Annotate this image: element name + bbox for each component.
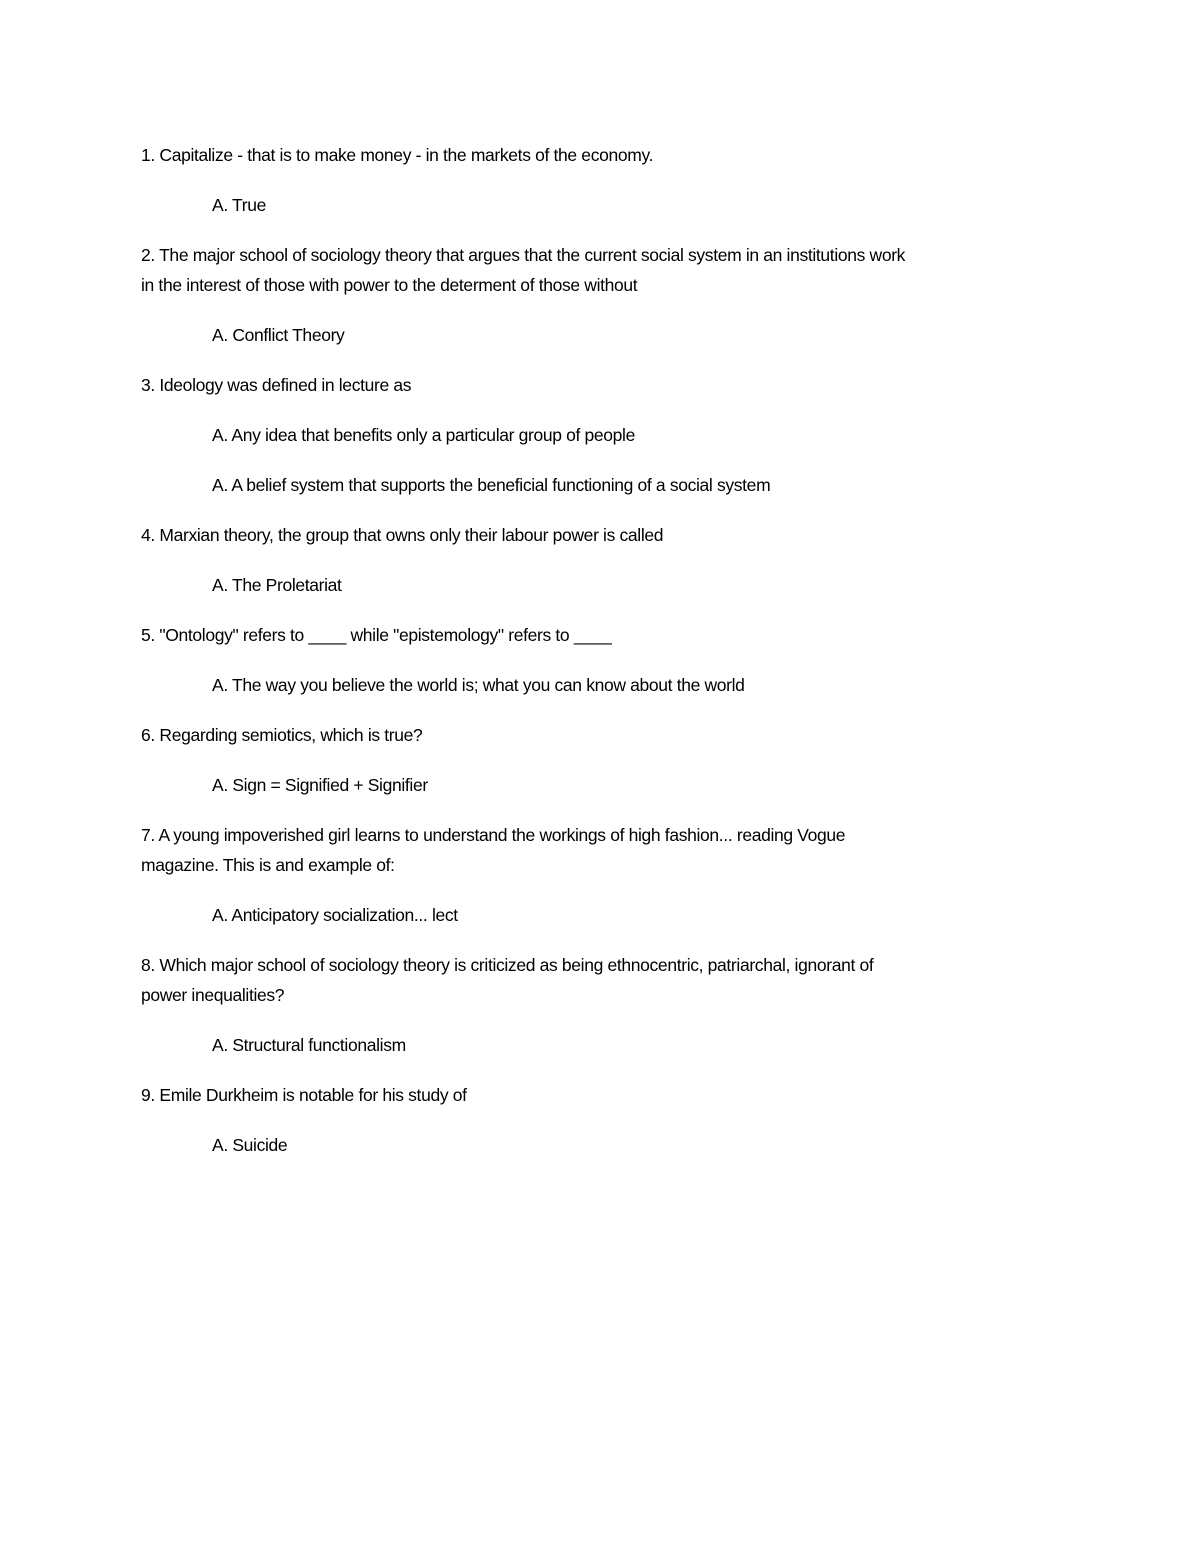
- question-4: [141, 520, 1081, 550]
- answer: A. Suicide: [212, 1135, 288, 1155]
- question-text-line: 3. Ideology was defined in lecture as: [141, 375, 412, 395]
- answer: A. Conflict Theory: [212, 325, 345, 345]
- question-text-line: 1. Capitalize - that is to make money - in the markets of the economy.: [141, 145, 654, 165]
- question-text-line: in the interest of those with power to the determent of those without: [141, 275, 638, 295]
- question-5: [141, 620, 1081, 650]
- question-text-line: 6. Regarding semiotics, which is true?: [141, 725, 423, 745]
- question-9: [141, 1080, 1081, 1110]
- answer: A. Any idea that benefits only a particular group of people: [212, 425, 635, 445]
- question-8: [141, 950, 1081, 1010]
- question-text-line: 5. "Ontology" refers to ____ while "epistemology" refers to ____: [141, 625, 612, 645]
- question-1: [141, 140, 1081, 170]
- question-text-line: power inequalities?: [141, 985, 285, 1005]
- question-2: [141, 240, 1081, 300]
- answer: A. Anticipatory socialization... lect: [212, 905, 458, 925]
- answer: A. Sign = Signified + Signifier: [212, 775, 428, 795]
- question-6: [141, 720, 1081, 750]
- question-text-line: 4. Marxian theory, the group that owns only their labour power is called: [141, 525, 664, 545]
- answer: A. The way you believe the world is; what you can know about the world: [212, 675, 745, 695]
- answer: A. Structural functionalism: [212, 1035, 406, 1055]
- question-7: [141, 820, 1081, 880]
- answer: A. A belief system that supports the beneficial functioning of a social system: [212, 475, 771, 495]
- question-text-line: 9. Emile Durkheim is notable for his study of: [141, 1085, 467, 1105]
- document-page: [141, 140, 1081, 1180]
- question-text-line: 8. Which major school of sociology theory is criticized as being ethnocentric, patriarchal, ignorant of: [141, 955, 874, 975]
- question-text-line: magazine. This is and example of:: [141, 855, 395, 875]
- answer: A. The Proletariat: [212, 575, 342, 595]
- answer: A. True: [212, 195, 266, 215]
- question-text-line: 7. A young impoverished girl learns to understand the workings of high fashion... reading Vogue: [141, 825, 846, 845]
- question-text-line: 2. The major school of sociology theory that argues that the current social system in an institutions work: [141, 245, 906, 265]
- question-3: [141, 370, 1081, 400]
